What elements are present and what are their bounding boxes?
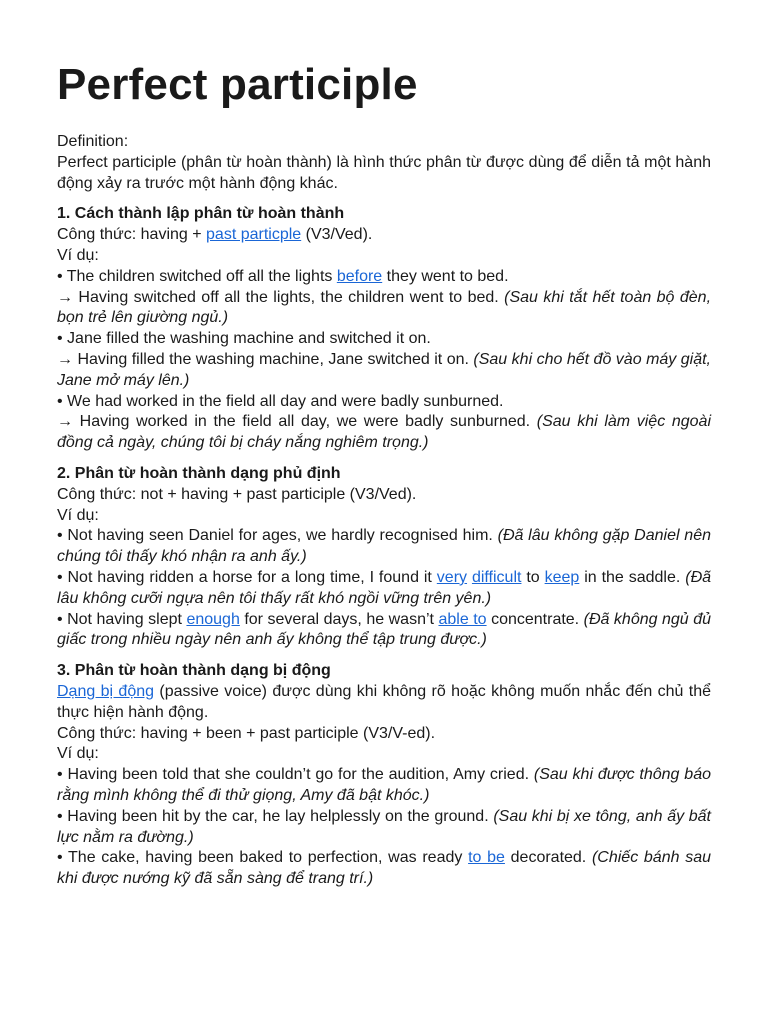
definition-text: Perfect participle (phân từ hoàn thành) là hình thức phân từ được dùng để diễn tả một hành động xảy ra trước một hành động khác. xyxy=(57,153,711,192)
difficult-link[interactable]: difficult xyxy=(471,568,522,586)
example-text: → Having switched off all the lights, the children went to bed. xyxy=(57,288,505,306)
example-text: • Having been hit by the car, he lay helplessly on the ground. xyxy=(57,807,494,825)
example-text: • The children switched off all the lights xyxy=(57,267,337,285)
able-to-link[interactable]: able to xyxy=(438,610,487,628)
section-3-intro xyxy=(57,682,711,724)
section-3-formula: Công thức: having + been + past participle (V3/V-ed). xyxy=(57,724,436,742)
example-text: → Having worked in the field all day, we were badly sunburned. xyxy=(57,413,537,431)
formula-text: Công thức: having + xyxy=(57,226,207,244)
past-particple-link[interactable]: past particple xyxy=(206,226,302,244)
definition-label: Definition: xyxy=(57,133,129,150)
example-text: • The cake, having been baked to perfection, was ready xyxy=(57,849,469,867)
example-text: • Not having ridden a horse for a long time, I found it xyxy=(57,568,437,586)
example-1 xyxy=(57,526,711,568)
example-1-arrow xyxy=(57,288,711,330)
section-3 xyxy=(57,661,711,890)
to-be-link[interactable]: to be xyxy=(468,849,505,867)
translation: (Sau khi cho hết đồ vào máy giặt, Jane mở máy lên.) xyxy=(57,350,712,389)
example-3 xyxy=(57,610,711,652)
example-2-arrow xyxy=(57,350,711,392)
section-1-vidu: Ví dụ: xyxy=(57,246,99,264)
translation: (Sau khi được thông báo rằng mình không thể đi thử giọng, Amy đã bật khóc.) xyxy=(57,766,711,804)
keep-link[interactable]: keep xyxy=(544,568,580,586)
section-1 xyxy=(57,204,711,454)
definition-block xyxy=(57,132,711,194)
before-link[interactable]: before xyxy=(336,267,383,285)
intro-text: (passive voice) được dùng khi không rõ hoặc không muốn nhắc đến chủ thể thực hiện hành động. xyxy=(57,682,712,721)
very-link[interactable]: very xyxy=(436,568,468,586)
section-2-vidu: Ví dụ: xyxy=(57,506,99,524)
example-2 xyxy=(57,568,711,610)
translation: (Đã lâu không gặp Daniel nên chúng tôi thấy khó nhận ra anh ấy.) xyxy=(57,527,711,566)
page-title: Perfect participle xyxy=(57,60,418,109)
example-text: they went to bed. xyxy=(382,267,509,285)
section-2-heading: 2. Phân từ hoàn thành dạng phủ định xyxy=(57,464,341,482)
example-3 xyxy=(57,848,711,890)
section-3-vidu: Ví dụ: xyxy=(57,745,99,763)
translation: (Sau khi làm việc ngoài đồng cả ngày, chúng tôi bị cháy nắng nghiêm trọng.) xyxy=(57,413,712,452)
example-text: → Having filled the washing machine, Jane switched it on. xyxy=(57,350,474,368)
section-1-heading: 1. Cách thành lập phân từ hoàn thành xyxy=(57,205,345,223)
translation: (Sau khi tắt hết toàn bộ đèn, bọn trẻ lên giường ngủ.) xyxy=(57,288,712,327)
example-text: to xyxy=(521,568,545,586)
example-2: • Jane filled the washing machine and switched it on. xyxy=(57,330,431,348)
section-3-heading: 3. Phân từ hoàn thành dạng bị động xyxy=(57,662,331,680)
example-3-arrow xyxy=(57,412,711,454)
dang-bi-dong-link[interactable]: Dạng bị động xyxy=(57,682,155,700)
section-2 xyxy=(57,464,711,651)
section-2-formula: Công thức: not + having + past participle (V3/Ved). xyxy=(57,485,417,503)
example-1 xyxy=(57,267,711,288)
example-text: decorated. xyxy=(504,849,592,867)
translation: (Đã lâu không cưỡi ngựa nên tôi thấy rất khó ngồi vững trên yên.) xyxy=(57,568,712,607)
translation: (Sau khi bị xe tông, anh ấy bất lực nằm ra đường.) xyxy=(57,807,712,846)
example-text: in the saddle. xyxy=(579,568,686,586)
example-1 xyxy=(57,765,711,807)
translation: (Đã không ngủ đủ giấc trong nhiều ngày nên anh ấy không thể tập trung được.) xyxy=(57,610,712,649)
example-text: • Not having seen Daniel for ages, we hardly recognised him. xyxy=(57,527,498,545)
example-text: for several days, he wasn’t xyxy=(239,610,439,628)
enough-link[interactable]: enough xyxy=(186,610,240,628)
example-text: concentrate. xyxy=(486,610,584,628)
example-3: • We had worked in the field all day and were badly sunburned. xyxy=(57,392,504,410)
example-2 xyxy=(57,807,711,849)
example-text: • Not having slept xyxy=(57,610,187,628)
example-text: • Having been told that she couldn’t go for the audition, Amy cried. xyxy=(57,766,534,784)
formula-text: (V3/Ved). xyxy=(301,226,373,244)
translation: (Chiếc bánh sau khi được nướng kỹ đã sẵn sàng để trang trí.) xyxy=(57,849,712,888)
section-1-formula xyxy=(57,225,711,246)
